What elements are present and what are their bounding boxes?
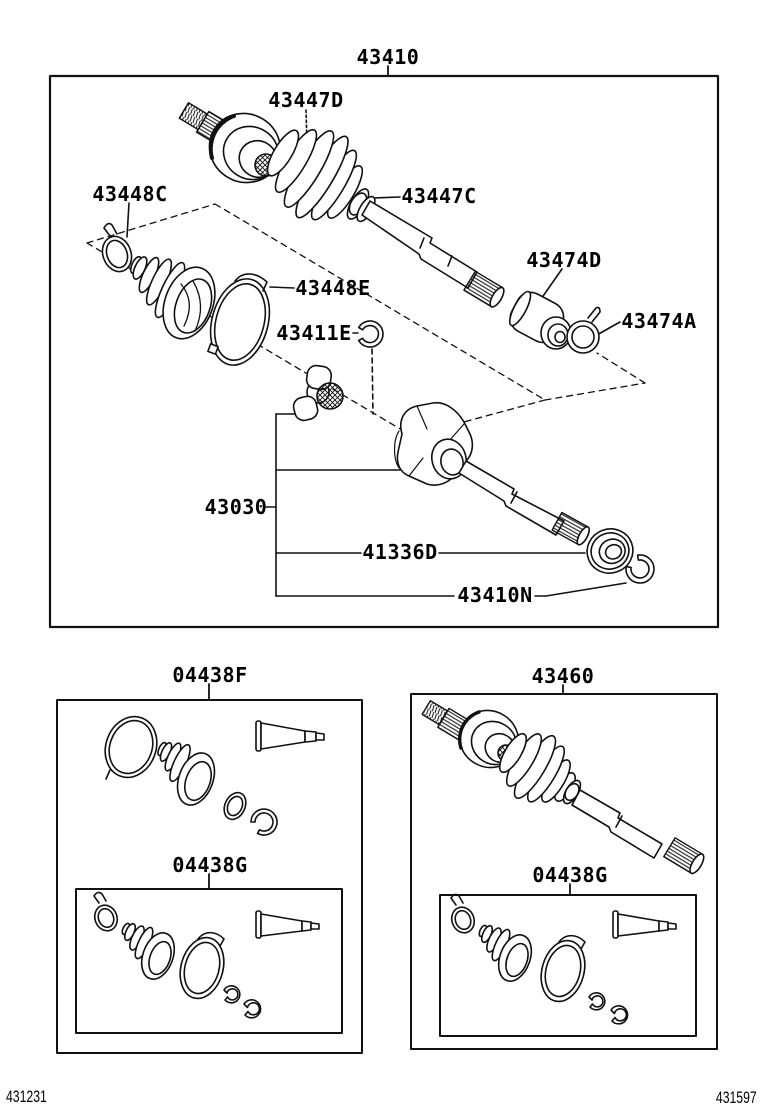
part-label-43410[interactable]: 43410 bbox=[356, 45, 420, 69]
part-label-43411e[interactable]: 43411E bbox=[276, 321, 352, 345]
gkit-r-band-clamp bbox=[535, 936, 592, 1007]
part-label-04438g-left[interactable]: 04438G bbox=[172, 853, 248, 877]
gkit-l-snap-rings bbox=[224, 986, 261, 1018]
part-label-43448c[interactable]: 43448C bbox=[92, 182, 168, 206]
part-label-43410n[interactable]: 43410N bbox=[457, 583, 533, 607]
gkit-l-band-clamp bbox=[174, 933, 231, 1004]
inboard-shaft-bar bbox=[459, 461, 564, 535]
gkit-l-boot bbox=[121, 922, 181, 984]
figure-code-right: 431597 bbox=[716, 1088, 757, 1107]
part-label-43030[interactable]: 43030 bbox=[204, 495, 268, 519]
part-label-43474d[interactable]: 43474D bbox=[526, 248, 602, 272]
fkit-small-ring bbox=[220, 789, 250, 823]
gkit-r-snap-rings bbox=[589, 993, 628, 1024]
gkit-r-small-clamp bbox=[448, 894, 478, 936]
tripod-spider bbox=[292, 364, 343, 422]
fkit-grease-tube bbox=[256, 721, 324, 751]
part-label-04438g-right[interactable]: 04438G bbox=[532, 863, 608, 887]
gkit-l-grease-tube bbox=[256, 911, 319, 938]
dynamic-damper bbox=[505, 287, 571, 349]
part-label-43474a[interactable]: 43474A bbox=[621, 309, 697, 333]
gkit-r-grease-tube bbox=[613, 911, 676, 938]
gkit-r-boot bbox=[478, 924, 538, 986]
fkit-snap-ring bbox=[251, 809, 277, 835]
part-label-04438f[interactable]: 04438F bbox=[172, 663, 248, 687]
part-label-43447d[interactable]: 43447D bbox=[268, 88, 344, 112]
fkit-band-clamp bbox=[97, 709, 165, 784]
shaft-snap-ring bbox=[359, 321, 383, 347]
damper-clamp bbox=[567, 308, 600, 354]
part-label-43447c[interactable]: 43447C bbox=[401, 184, 477, 208]
figure-code-left: 431231 bbox=[6, 1087, 47, 1106]
drive-shaft-bar bbox=[362, 201, 477, 288]
fkit-boot bbox=[156, 741, 221, 810]
part-label-43448e[interactable]: 43448E bbox=[295, 276, 371, 300]
rear-splined-end bbox=[664, 838, 707, 876]
gkit-l-small-clamp bbox=[91, 892, 121, 934]
part-label-41336d[interactable]: 41336D bbox=[362, 540, 438, 564]
part-label-43460[interactable]: 43460 bbox=[531, 664, 595, 688]
rear-shaft-bar bbox=[572, 790, 662, 858]
